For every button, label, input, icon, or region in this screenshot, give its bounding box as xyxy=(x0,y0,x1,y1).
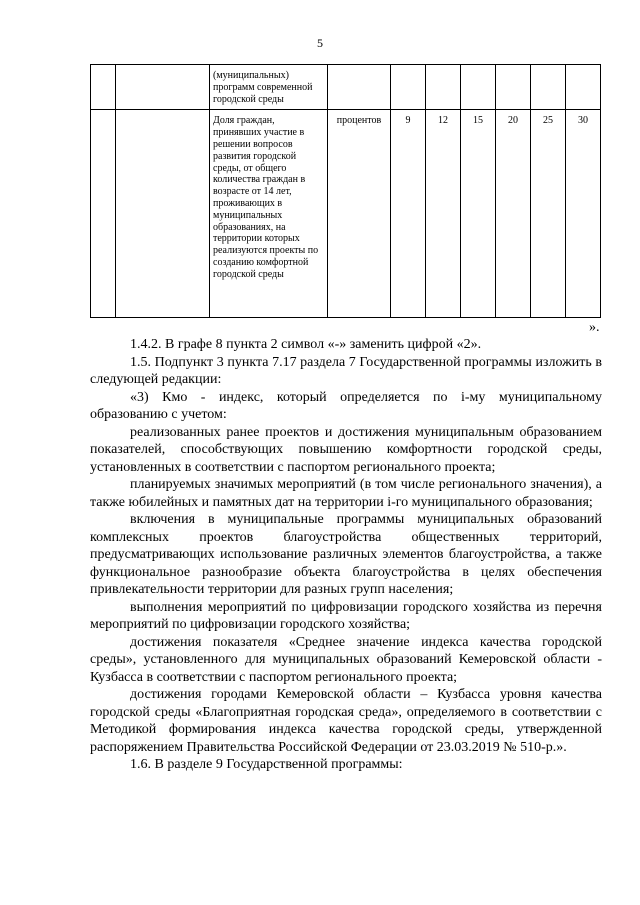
paragraph: включения в муниципальные программы муниципальных образований комплексных проектов благоустройства общественных территорий, предусматривающих использование различных элементов благоустройства, а также функциональное разнообразие объекта благоустройства в целях обеспечения привлекательности территории для разных групп населения; xyxy=(90,512,602,597)
table-end-mark: ». xyxy=(589,320,600,335)
table-cell xyxy=(116,110,210,318)
paragraph: 1.6. В разделе 9 Государственной программы: xyxy=(130,757,403,772)
value-cell: 9 xyxy=(391,110,426,318)
value-cell: 30 xyxy=(566,110,601,318)
value-cell: 25 xyxy=(531,110,566,318)
table-cell xyxy=(531,65,566,110)
table-cell xyxy=(566,65,601,110)
table-row xyxy=(91,110,601,318)
paragraph: достижения городами Кемеровской области – Кузбасса уровня качества городской среды «Благоприятная городская среда», определяемого в соответствии с Методикой формирования индекса качества городской среды, утвержденной распоряжением Правительства Российской Федерации от 23.03.2019 № 510-р.». xyxy=(90,687,602,755)
table-cell xyxy=(116,65,210,110)
value-cell: 15 xyxy=(461,110,496,318)
paragraph: реализованных ранее проектов и достижения муниципальным образованием показателей, способствующих повышению комфортности городской среды, установленных в соответствии с паспортом регионального проекта; xyxy=(90,424,602,475)
paragraph: достижения показателя «Среднее значение индекса качества городской среды», установленного для муниципальных образований Кемеровской области - Кузбасса в соответствии с паспортом регионального проекта; xyxy=(90,634,602,685)
indicator-name-cell: (муниципальных) программ современной городской среды xyxy=(210,65,328,110)
indicator-table xyxy=(90,64,601,318)
table-cell xyxy=(391,65,426,110)
table-cell xyxy=(91,65,116,110)
value-cell: 12 xyxy=(426,110,461,318)
paragraph: планируемых значимых мероприятий (в том числе регионального значения), а также юбилейных и памятных дат на территории i-го муниципального образования; xyxy=(90,477,602,510)
value-cell: 20 xyxy=(496,110,531,318)
table-cell xyxy=(496,65,531,110)
paragraph: 1.5. Подпункт 3 пункта 7.17 раздела 7 Государственной программы изложить в следующей редакции: xyxy=(90,354,602,387)
table-cell xyxy=(426,65,461,110)
page-number: 5 xyxy=(317,36,323,50)
document-body xyxy=(90,336,602,774)
table-row xyxy=(91,65,601,110)
indicator-name-cell: Доля граждан, принявших участие в решении вопросов развития городской среды, от общего количества граждан в возрасте от 14 лет, проживающих в муниципальных образованиях, на территории которых реализуются проекты по созданию комфортной городской среды xyxy=(210,110,328,318)
paragraph: выполнения мероприятий по цифровизации городского хозяйства из перечня мероприятий по цифровизации городского хозяйства; xyxy=(90,599,602,632)
paragraph: 1.4.2. В графе 8 пункта 2 символ «-» заменить цифрой «2». xyxy=(130,337,482,352)
table-cell xyxy=(328,65,391,110)
table-cell xyxy=(461,65,496,110)
table-cell xyxy=(91,110,116,318)
unit-cell: процентов xyxy=(328,110,391,318)
paragraph: «3) Кмо - индекс, который определяется по i-му муниципальному образованию с учетом: xyxy=(90,389,602,422)
